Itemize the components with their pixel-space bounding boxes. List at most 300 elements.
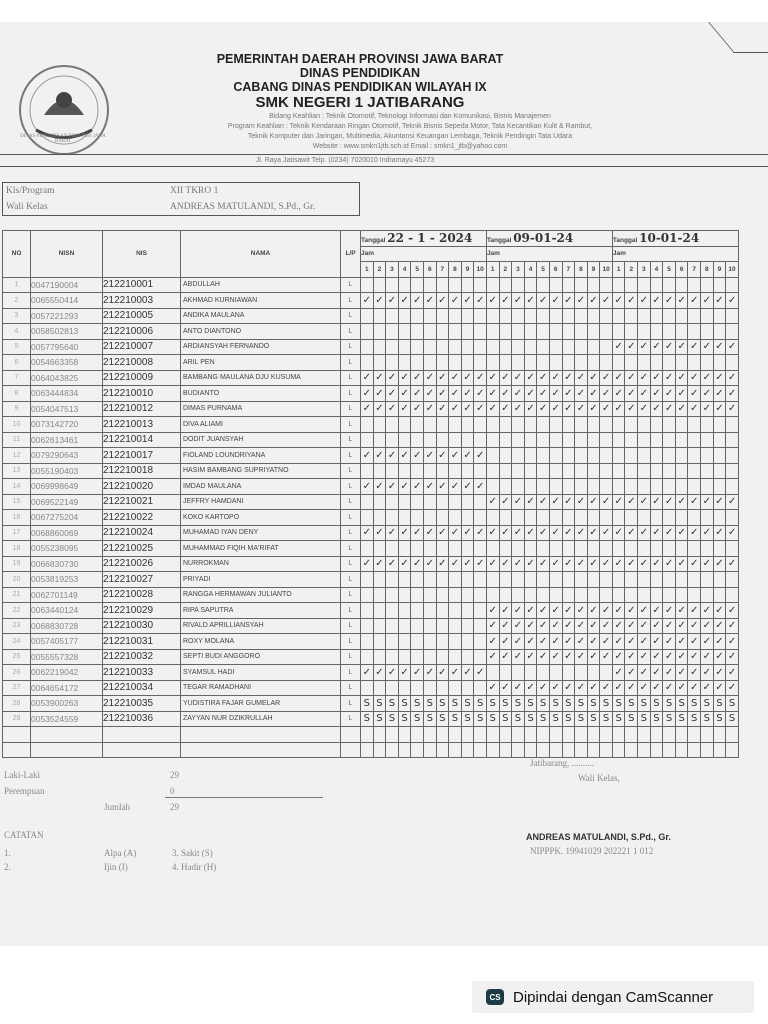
student-name: AKHMAD KURNIAWAN (181, 293, 341, 309)
student-number: 14 (3, 479, 31, 495)
notes-title: CATATAN (4, 830, 44, 840)
attendance-cell (650, 541, 663, 557)
attendance-cell (361, 618, 374, 634)
attendance-cell (386, 432, 399, 448)
attendance-cell (461, 324, 474, 340)
attendance-cell (461, 680, 474, 696)
attendance-cell (537, 339, 550, 355)
empty-cell (524, 727, 537, 743)
attendance-cell: ✓ (486, 649, 499, 665)
attendance-cell: ✓ (688, 401, 701, 417)
empty-cell (436, 742, 449, 758)
attendance-cell: ✓ (663, 494, 676, 510)
attendance-cell: ✓ (650, 665, 663, 681)
attendance-cell (549, 355, 562, 371)
student-gender: L (341, 556, 361, 572)
attendance-cell (361, 494, 374, 510)
student-nisn: 0058502813 (31, 324, 103, 340)
attendance-cell: ✓ (650, 603, 663, 619)
student-number: 13 (3, 463, 31, 479)
attendance-cell (537, 324, 550, 340)
attendance-cell: ✓ (461, 386, 474, 402)
student-number: 4 (3, 324, 31, 340)
attendance-cell: ✓ (650, 293, 663, 309)
attendance-cell (449, 649, 462, 665)
attendance-cell (701, 572, 714, 588)
student-row (3, 587, 739, 603)
attendance-cell: ✓ (638, 525, 651, 541)
attendance-cell (386, 339, 399, 355)
attendance-cell: ✓ (625, 603, 638, 619)
attendance-cell: ✓ (638, 370, 651, 386)
student-nis: 212210007 (103, 339, 181, 355)
attendance-cell: ✓ (701, 634, 714, 650)
attendance-cell: ✓ (587, 634, 600, 650)
student-gender: L (341, 696, 361, 712)
attendance-cell (486, 355, 499, 371)
attendance-cell (562, 432, 575, 448)
col-lp: L/P (341, 231, 361, 278)
attendance-cell: S (524, 711, 537, 727)
student-number: 11 (3, 432, 31, 448)
student-row (3, 370, 739, 386)
header-divider (0, 154, 768, 155)
attendance-cell: ✓ (549, 556, 562, 572)
attendance-cell (587, 665, 600, 681)
attendance-cell (398, 494, 411, 510)
attendance-cell: ✓ (524, 525, 537, 541)
student-number: 26 (3, 665, 31, 681)
attendance-cell (398, 649, 411, 665)
attendance-cell (638, 463, 651, 479)
student-nisn: 0067275204 (31, 510, 103, 526)
student-row (3, 308, 739, 324)
attendance-cell: ✓ (650, 386, 663, 402)
student-row (3, 711, 739, 727)
attendance-cell (625, 479, 638, 495)
attendance-cell (398, 324, 411, 340)
student-number: 16 (3, 510, 31, 526)
attendance-cell: ✓ (701, 339, 714, 355)
student-number: 5 (3, 339, 31, 355)
attendance-cell (373, 680, 386, 696)
attendance-cell: ✓ (524, 556, 537, 572)
attendance-cell (549, 572, 562, 588)
attendance-cell (486, 308, 499, 324)
attendance-cell (423, 463, 436, 479)
attendance-cell: ✓ (373, 665, 386, 681)
legend-hadir: 4. Hadir (H) (172, 862, 217, 872)
student-number: 27 (3, 680, 31, 696)
date-header-1: Tanggal 22 - 1 - 2024 (361, 231, 487, 247)
empty-cell (474, 727, 487, 743)
attendance-cell (713, 510, 726, 526)
attendance-cell (612, 541, 625, 557)
student-nis: 212210006 (103, 324, 181, 340)
student-gender: L (341, 665, 361, 681)
attendance-cell (600, 587, 613, 603)
attendance-cell (524, 308, 537, 324)
attendance-cell (411, 649, 424, 665)
attendance-cell (638, 572, 651, 588)
attendance-cell (663, 324, 676, 340)
student-gender: L (341, 711, 361, 727)
attendance-cell: ✓ (713, 680, 726, 696)
student-row (3, 355, 739, 371)
attendance-cell: ✓ (373, 370, 386, 386)
attendance-cell (587, 448, 600, 464)
attendance-cell: ✓ (612, 525, 625, 541)
attendance-cell (398, 618, 411, 634)
attendance-cell (701, 587, 714, 603)
attendance-cell: ✓ (675, 370, 688, 386)
attendance-cell: ✓ (625, 665, 638, 681)
attendance-cell (411, 277, 424, 293)
attendance-cell: S (474, 711, 487, 727)
attendance-cell: ✓ (537, 603, 550, 619)
attendance-cell (625, 432, 638, 448)
empty-cell (600, 727, 613, 743)
period-number: 2 (625, 262, 638, 278)
student-number: 17 (3, 525, 31, 541)
attendance-cell: ✓ (436, 525, 449, 541)
attendance-cell (663, 541, 676, 557)
attendance-cell: ✓ (575, 525, 588, 541)
student-name: YUDISTIRA FAJAR GUMELAR (181, 696, 341, 712)
student-nis: 212210009 (103, 370, 181, 386)
attendance-cell (650, 417, 663, 433)
attendance-cell: ✓ (612, 634, 625, 650)
period-number: 10 (726, 262, 739, 278)
student-row (3, 556, 739, 572)
attendance-cell (562, 541, 575, 557)
attendance-cell: ✓ (663, 525, 676, 541)
attendance-cell (575, 448, 588, 464)
attendance-cell (411, 634, 424, 650)
attendance-cell: S (638, 696, 651, 712)
student-nis: 212210028 (103, 587, 181, 603)
male-label: Laki-Laki (4, 770, 40, 780)
student-nisn: 0066830730 (31, 556, 103, 572)
student-number: 24 (3, 634, 31, 650)
attendance-cell (600, 355, 613, 371)
attendance-cell: ✓ (663, 649, 676, 665)
attendance-cell: ✓ (688, 370, 701, 386)
attendance-cell (575, 339, 588, 355)
attendance-cell (713, 479, 726, 495)
empty-cell (436, 727, 449, 743)
period-number: 4 (398, 262, 411, 278)
attendance-cell: ✓ (486, 525, 499, 541)
attendance-cell: S (512, 696, 525, 712)
attendance-cell: ✓ (499, 603, 512, 619)
attendance-cell (486, 510, 499, 526)
student-gender: L (341, 401, 361, 417)
attendance-cell (474, 680, 487, 696)
attendance-cell (612, 587, 625, 603)
student-nis: 212210013 (103, 417, 181, 433)
empty-row (3, 727, 739, 743)
attendance-cell (411, 339, 424, 355)
student-nisn: 0053524559 (31, 711, 103, 727)
attendance-cell (386, 618, 399, 634)
attendance-cell: ✓ (562, 649, 575, 665)
attendance-cell: ✓ (512, 386, 525, 402)
attendance-cell (398, 463, 411, 479)
student-nisn: 0068830728 (31, 618, 103, 634)
header-branch: CABANG DINAS PENDIDIKAN WILAYAH IX (233, 80, 487, 94)
attendance-cell (461, 649, 474, 665)
student-nisn: 0063440124 (31, 603, 103, 619)
attendance-cell: S (449, 711, 462, 727)
attendance-cell: ✓ (726, 603, 739, 619)
attendance-cell (449, 634, 462, 650)
period-number: 1 (486, 262, 499, 278)
teacher-value: ANDREAS MATULANDI, S.Pd., Gr. (170, 202, 316, 212)
camscanner-label: Dipindai dengan CamScanner (513, 988, 714, 1006)
attendance-cell: ✓ (625, 525, 638, 541)
attendance-cell (537, 463, 550, 479)
student-row (3, 649, 739, 665)
attendance-cell: ✓ (638, 386, 651, 402)
col-nisn: NISN (31, 231, 103, 278)
attendance-cell: S (549, 711, 562, 727)
attendance-cell (373, 649, 386, 665)
attendance-cell: S (398, 696, 411, 712)
period-number: 2 (373, 262, 386, 278)
attendance-cell (537, 277, 550, 293)
attendance-cell (449, 355, 462, 371)
attendance-cell: ✓ (650, 556, 663, 572)
attendance-cell (688, 587, 701, 603)
document-page (0, 22, 768, 946)
attendance-cell (663, 417, 676, 433)
attendance-cell: S (600, 696, 613, 712)
attendance-cell: ✓ (449, 386, 462, 402)
attendance-cell (436, 494, 449, 510)
attendance-cell: ✓ (650, 339, 663, 355)
student-nis: 212210032 (103, 649, 181, 665)
attendance-cell: ✓ (575, 649, 588, 665)
attendance-cell: ✓ (575, 618, 588, 634)
attendance-cell: ✓ (361, 665, 374, 681)
attendance-cell: ✓ (713, 293, 726, 309)
attendance-cell: ✓ (461, 665, 474, 681)
attendance-cell (524, 479, 537, 495)
attendance-cell: S (701, 696, 714, 712)
attendance-cell (562, 463, 575, 479)
student-nisn: 0053900263 (31, 696, 103, 712)
attendance-cell: ✓ (423, 479, 436, 495)
attendance-cell: S (436, 711, 449, 727)
attendance-cell (650, 308, 663, 324)
attendance-cell (600, 308, 613, 324)
empty-cell (549, 727, 562, 743)
attendance-cell (587, 572, 600, 588)
student-row (3, 386, 739, 402)
period-number: 9 (713, 262, 726, 278)
attendance-cell (726, 479, 739, 495)
attendance-cell: ✓ (638, 603, 651, 619)
attendance-cell (411, 510, 424, 526)
attendance-cell (499, 432, 512, 448)
student-nis: 212210001 (103, 277, 181, 293)
period-number: 3 (386, 262, 399, 278)
attendance-cell (411, 587, 424, 603)
attendance-cell: ✓ (411, 370, 424, 386)
attendance-cell: ✓ (726, 339, 739, 355)
attendance-cell: ✓ (575, 634, 588, 650)
attendance-cell (562, 665, 575, 681)
attendance-cell: ✓ (461, 556, 474, 572)
header-fields-2: Program Keahlian : Teknik Kendaraan Ringan Otomotif, Teknik Bisnis Sepeda Motor, Tata Kecantikan Kulit & Rambut, (227, 123, 593, 130)
empty-cell (638, 742, 651, 758)
period-number: 5 (537, 262, 550, 278)
attendance-cell (436, 355, 449, 371)
attendance-cell: S (423, 696, 436, 712)
attendance-cell: ✓ (423, 401, 436, 417)
attendance-cell: ✓ (486, 370, 499, 386)
attendance-cell: ✓ (411, 401, 424, 417)
student-row (3, 618, 739, 634)
student-name: JEFFRY HAMDANI (181, 494, 341, 510)
attendance-cell (587, 479, 600, 495)
attendance-cell (688, 355, 701, 371)
attendance-cell: ✓ (701, 680, 714, 696)
attendance-cell (386, 277, 399, 293)
attendance-cell (499, 479, 512, 495)
attendance-cell (600, 479, 613, 495)
student-nisn: 0063444834 (31, 386, 103, 402)
attendance-cell (701, 432, 714, 448)
student-row (3, 510, 739, 526)
attendance-cell (688, 432, 701, 448)
attendance-cell (499, 308, 512, 324)
empty-cell (31, 727, 103, 743)
student-row (3, 634, 739, 650)
student-gender: L (341, 494, 361, 510)
student-name: RIPA SAPUTRA (181, 603, 341, 619)
attendance-cell: ✓ (675, 649, 688, 665)
attendance-cell: ✓ (449, 665, 462, 681)
attendance-cell: ✓ (436, 448, 449, 464)
attendance-cell: S (411, 711, 424, 727)
attendance-cell (499, 587, 512, 603)
attendance-cell (587, 587, 600, 603)
attendance-cell: ✓ (524, 386, 537, 402)
attendance-cell: ✓ (373, 448, 386, 464)
attendance-cell (625, 277, 638, 293)
attendance-cell: ✓ (575, 603, 588, 619)
attendance-cell (587, 541, 600, 557)
empty-cell (625, 727, 638, 743)
attendance-cell (499, 355, 512, 371)
attendance-cell: ✓ (486, 386, 499, 402)
empty-cell (411, 742, 424, 758)
attendance-cell (612, 510, 625, 526)
attendance-cell (638, 479, 651, 495)
attendance-cell (423, 339, 436, 355)
student-gender: L (341, 525, 361, 541)
attendance-cell (726, 432, 739, 448)
attendance-cell (361, 587, 374, 603)
student-number: 3 (3, 308, 31, 324)
date-header-2: Tanggal 09-01-24 (486, 231, 612, 247)
attendance-cell: ✓ (663, 618, 676, 634)
student-gender: L (341, 680, 361, 696)
attendance-cell: ✓ (499, 649, 512, 665)
attendance-cell: ✓ (499, 386, 512, 402)
attendance-cell (361, 649, 374, 665)
attendance-cell (474, 510, 487, 526)
attendance-cell: ✓ (600, 680, 613, 696)
student-name: KOKO KARTOPO (181, 510, 341, 526)
attendance-cell: S (474, 696, 487, 712)
attendance-cell (612, 432, 625, 448)
attendance-cell: ✓ (449, 479, 462, 495)
attendance-cell (600, 463, 613, 479)
attendance-cell (386, 587, 399, 603)
attendance-cell (423, 541, 436, 557)
attendance-cell: S (612, 696, 625, 712)
attendance-cell (688, 277, 701, 293)
attendance-cell (373, 324, 386, 340)
attendance-cell (398, 587, 411, 603)
period-number: 2 (499, 262, 512, 278)
attendance-cell: ✓ (675, 618, 688, 634)
student-name: SYAMSUL HADI (181, 665, 341, 681)
attendance-cell (436, 277, 449, 293)
empty-cell (701, 727, 714, 743)
attendance-cell: ✓ (625, 618, 638, 634)
attendance-cell (625, 541, 638, 557)
attendance-cell (423, 587, 436, 603)
attendance-cell: ✓ (663, 634, 676, 650)
attendance-cell: ✓ (524, 618, 537, 634)
attendance-cell: ✓ (398, 665, 411, 681)
attendance-cell (474, 432, 487, 448)
attendance-cell: S (373, 711, 386, 727)
attendance-cell: ✓ (436, 401, 449, 417)
attendance-cell (411, 355, 424, 371)
attendance-cell (461, 277, 474, 293)
attendance-cell: ✓ (587, 649, 600, 665)
attendance-cell: ✓ (625, 634, 638, 650)
attendance-cell: ✓ (373, 386, 386, 402)
attendance-cell (600, 665, 613, 681)
student-nisn: 0047190004 (31, 277, 103, 293)
attendance-cell: ✓ (600, 556, 613, 572)
attendance-cell (713, 308, 726, 324)
attendance-cell: ✓ (663, 370, 676, 386)
empty-cell (31, 742, 103, 758)
attendance-cell: ✓ (449, 370, 462, 386)
attendance-cell (373, 541, 386, 557)
attendance-cell (612, 479, 625, 495)
attendance-cell: ✓ (486, 401, 499, 417)
attendance-cell: ✓ (562, 634, 575, 650)
attendance-cell (423, 277, 436, 293)
header-fields-1: Bidang Keahlian : Teknik Otomotif, Teknologi Informasi dan Komunikasi, Bisnis Manajemen (269, 113, 551, 120)
attendance-cell: ✓ (701, 665, 714, 681)
attendance-cell (688, 541, 701, 557)
empty-cell (341, 727, 361, 743)
attendance-cell (524, 448, 537, 464)
attendance-cell (461, 308, 474, 324)
attendance-cell: ✓ (701, 556, 714, 572)
attendance-cell (499, 665, 512, 681)
attendance-cell (524, 463, 537, 479)
